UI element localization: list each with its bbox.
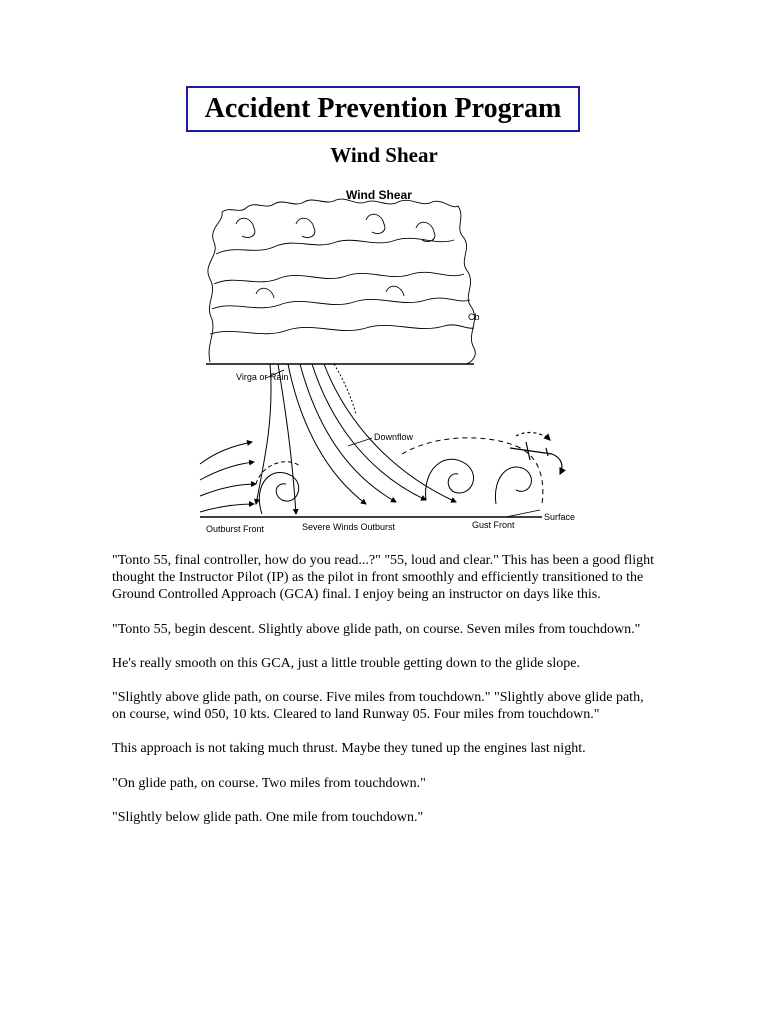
wind-shear-illustration [196, 184, 580, 536]
label-downflow: Downflow [374, 432, 414, 442]
right-vortex [402, 438, 543, 504]
story-text [112, 552, 660, 843]
label-virga-text: Virga or Rain [236, 372, 289, 382]
paragraph: "On glide path, on course. Two miles from touchdown." [112, 775, 426, 791]
incoming-wind-arrows [200, 442, 256, 512]
title-box [186, 86, 580, 132]
downflow-leader [348, 438, 372, 446]
surface-leader [506, 510, 540, 517]
label-outburst-front: Outburst Front [206, 524, 265, 534]
paragraph: "Tonto 55, begin descent. Slightly above glide path, on course. Seven miles from touchdown." [112, 621, 641, 637]
paragraph: This approach is not taking much thrust. Maybe they tuned up the engines last night. [112, 741, 586, 757]
label-surface: Surface [544, 512, 576, 522]
paragraph: He's really smooth on this GCA, just a little trouble getting down to the glide slope. [112, 655, 580, 671]
figure-title: Wind Shear [346, 188, 412, 202]
wind-shear-diagram [196, 184, 580, 536]
document-title: Accident Prevention Program [204, 93, 562, 124]
label-cb: Cb [468, 312, 480, 322]
paragraph: "Tonto 55, final controller, how do you read...?" "55, loud and clear." This has been a good flight thought the Instructor Pilot (IP) as the pilot in front smoothly and efficiently transitioned to the Ground Controlled Approach (GCA) final. I enjoy being an instructor on days like this. [112, 553, 655, 603]
aircraft-icon [510, 433, 562, 474]
document-subtitle: Wind Shear [330, 143, 438, 167]
label-severe-winds: Severe Winds Outburst [302, 522, 396, 532]
paragraph: "Slightly above glide path, on course. Five miles from touchdown." "Slightly above glide path, on course, wind 050, 10 kts. Cleared to land Runway 05. Four miles from touchdown." [112, 690, 644, 723]
label-gust-front: Gust Front [472, 520, 515, 530]
paragraph: "Slightly below glide path. One mile from touchdown." [112, 809, 424, 825]
cumulonimbus-cloud [206, 199, 475, 364]
